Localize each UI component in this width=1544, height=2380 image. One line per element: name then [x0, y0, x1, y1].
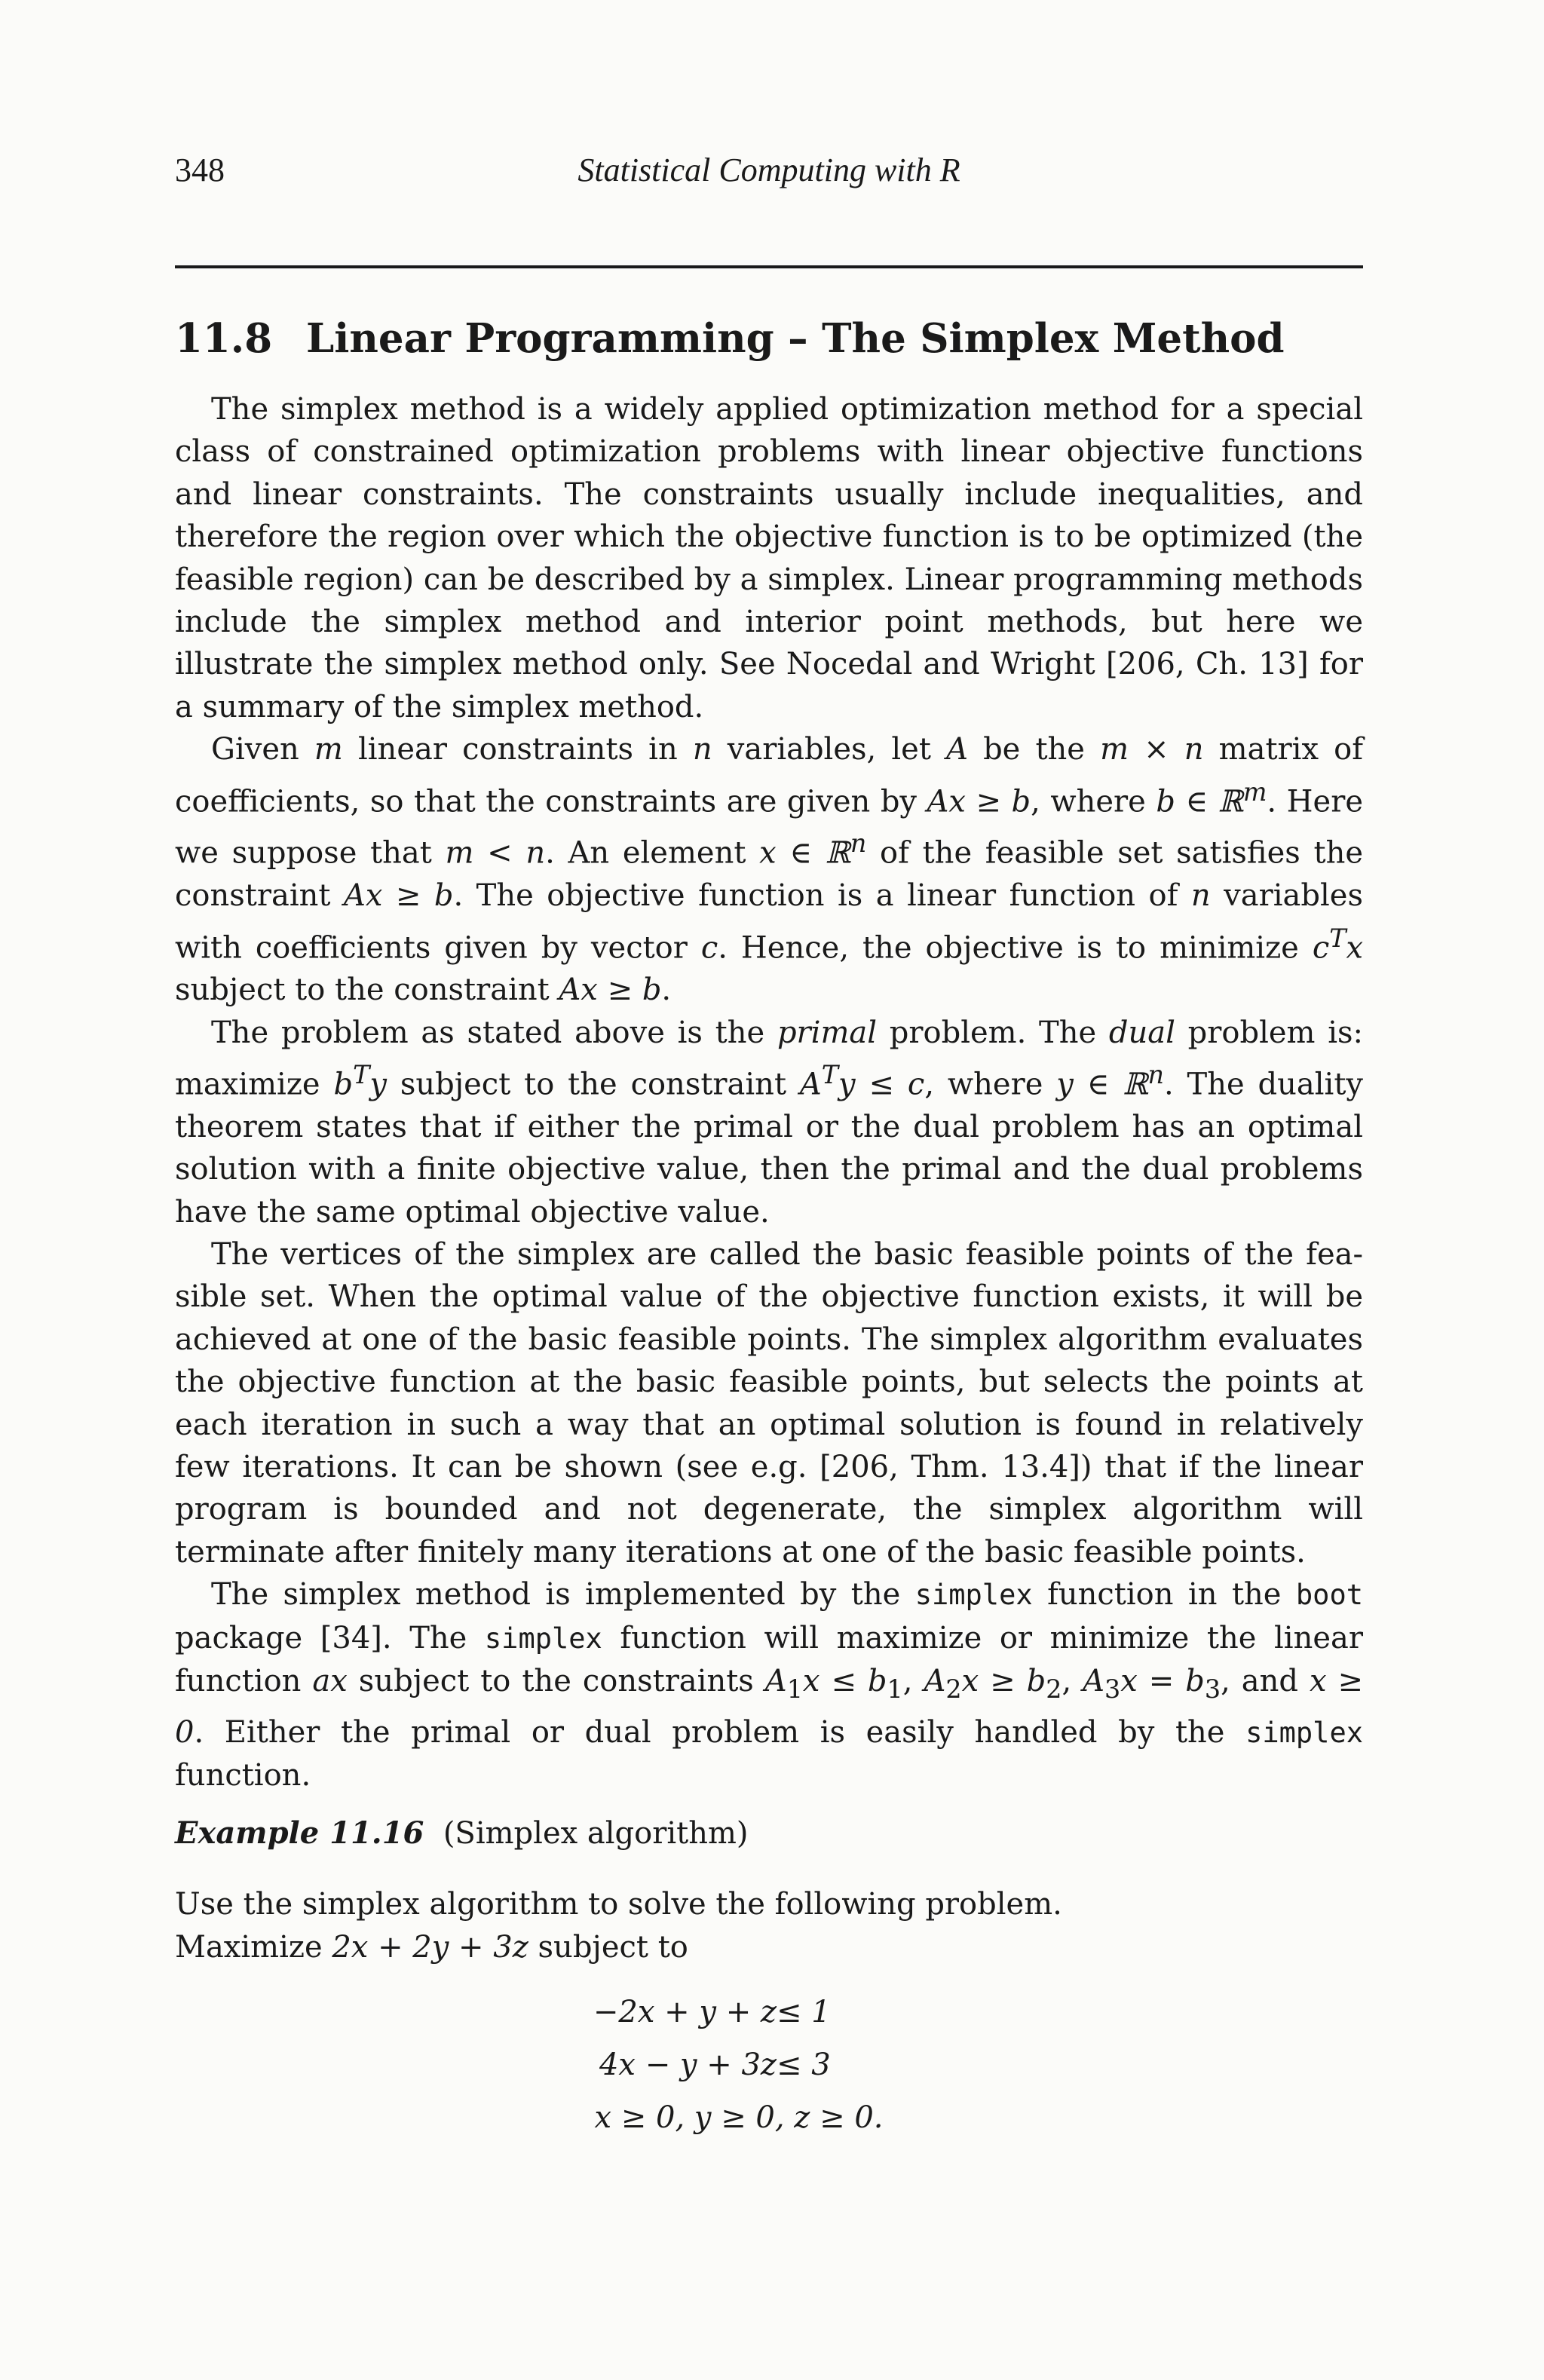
inline-math: A	[946, 732, 968, 767]
example-intro: Use the simplex algorithm to solve the following problem.	[175, 1887, 1062, 1922]
inline-math: y ≤ c	[838, 1067, 925, 1102]
inline-math: b ∈ ℝ	[1156, 783, 1243, 819]
inline-math: x = b	[1120, 1664, 1205, 1699]
text-run: .	[661, 973, 672, 1008]
constraint-row	[452, 2038, 1131, 2091]
objective-prefix: Maximize	[175, 1929, 332, 1965]
inline-math: x ≥ 0	[175, 1664, 1364, 1750]
text-run: . Either the primal or dual problem is easily handled by the	[194, 1714, 1246, 1750]
text-run: The simplex method is implemented by the	[211, 1577, 915, 1613]
emphasis: dual	[1108, 1015, 1175, 1050]
inline-math: A	[764, 1664, 787, 1699]
math-superscript: T	[1329, 923, 1346, 953]
running-head	[175, 151, 1363, 196]
math-subscript: 1	[887, 1674, 903, 1705]
constraint-rhs: ≤ 1	[777, 1995, 831, 2029]
text-run: linear constraints in	[342, 732, 693, 767]
math-subscript: 3	[1204, 1674, 1221, 1705]
inline-math: A	[799, 1067, 822, 1102]
body-paragraph	[175, 1573, 1363, 1796]
inline-math: x ≤ b	[802, 1664, 887, 1699]
code-identifier: simplex	[484, 1622, 602, 1655]
nonnegativity-row	[452, 2091, 1131, 2144]
inline-math: m < n	[445, 835, 546, 871]
text-run: ,	[1062, 1664, 1083, 1699]
constraint-lhs: −2x + y + z	[593, 1995, 777, 2029]
inline-math: A	[924, 1664, 946, 1699]
inline-math: m × n	[1100, 732, 1204, 767]
page-number: 348	[175, 152, 225, 188]
math-superscript: T	[353, 1060, 370, 1090]
text-run: subject to the constraints	[347, 1664, 765, 1699]
text-run: , where	[1031, 783, 1156, 819]
emphasis: primal	[777, 1015, 878, 1050]
code-identifier: boot	[1295, 1579, 1363, 1612]
inline-math: Ax ≥ b	[343, 878, 454, 914]
text-run: The vertices of the simplex are called the basic feasible points of the feasible set. When the optimal value of the objective function exists, it will be achieved at one of the basic feasible points. The simplex algorithm evaluates the objective function at the basic feasible points, but selects the points at each iteration in such a way that an optimal solution is found in relatively few iterations. It can be shown (see e.g. [206, Thm. 13.4]) that if the linear program is bounded and not degenerate, the simplex algorithm will terminate after finitely many iterations at one of the basic feasible points.	[175, 1237, 1363, 1570]
math-superscript: n	[1147, 1060, 1164, 1090]
math-subscript: 2	[945, 1674, 962, 1705]
example-label: Example 11.16	[175, 1815, 424, 1851]
text-run: , where	[924, 1067, 1057, 1102]
text-run: , and	[1221, 1664, 1310, 1699]
constraint-rhs: ≤ 3	[777, 2048, 831, 2082]
text-run: . The objective function is a linear function of	[453, 878, 1191, 914]
code-identifier: simplex	[1245, 1716, 1363, 1749]
inline-math: y ∈ ℝ	[1056, 1067, 1148, 1102]
example-block	[175, 1812, 1363, 1968]
text-run: Given	[211, 732, 314, 767]
text-run: . An element	[545, 835, 760, 871]
objective-function: 2x + 2y + 3z	[332, 1929, 528, 1965]
inline-math: x ≥ b	[961, 1664, 1046, 1699]
inline-math: Ax ≥ b	[559, 973, 662, 1008]
text-run: subject to the constraint	[175, 973, 559, 1008]
inline-math: y	[369, 1067, 387, 1102]
inline-math: x ∈ ℝ	[759, 835, 850, 871]
body-text	[175, 388, 1363, 1796]
text-run: package [34]. The	[175, 1620, 485, 1656]
inline-math: Ax ≥ b	[927, 783, 1031, 819]
inline-math: n	[692, 732, 712, 767]
text-run: matrix of coefficients, so that the constraints are given by	[175, 732, 1364, 819]
math-superscript: T	[821, 1060, 839, 1090]
inline-math: m	[314, 732, 343, 767]
example-objective-line	[175, 1926, 1363, 1968]
constraint-row	[452, 1986, 1131, 2038]
objective-suffix: subject to	[528, 1929, 688, 1965]
text-run: be the	[967, 732, 1101, 767]
text-run: function will maximize or minimize the linear function	[175, 1620, 1363, 1699]
math-superscript: m	[1242, 776, 1267, 807]
text-run: The simplex method is a widely applied optimization method for a special class of constrained optimization problems with linear objective functions and linear constraints. The constraints usually include inequalities, and therefore the region over which the objective function is to be optimized (the feasible region) can be described by a simplex. Linear programming methods include the simplex method and interior point methods, but here we illustrate the simplex method only. See Nocedal and Wright [206, Ch. 13] for a summary of the simplex method.	[175, 392, 1363, 724]
text-run: . Here we suppose that	[175, 783, 1363, 871]
math-superscript: n	[850, 829, 867, 859]
running-title: Statistical Computing with R	[577, 152, 960, 188]
inline-math: ax	[312, 1664, 348, 1699]
text-run: of the feasible set satisfies the constraint	[175, 835, 1363, 914]
math-subscript: 1	[786, 1674, 803, 1705]
math-subscript: 3	[1104, 1674, 1121, 1705]
text-run: subject to the constraint	[386, 1067, 800, 1102]
header-rule	[175, 265, 1363, 268]
text-run: variables, let	[712, 732, 947, 767]
example-caption: (Simplex algorithm)	[443, 1816, 749, 1851]
text-run: function in the	[1032, 1577, 1296, 1613]
constraint-system	[452, 1986, 1131, 2144]
inline-math: b	[333, 1067, 354, 1102]
text-run: The problem as stated above is the	[211, 1015, 777, 1050]
body-paragraph	[175, 388, 1363, 728]
math-subscript: 2	[1046, 1674, 1062, 1705]
text-run: problem is: maximize	[175, 1015, 1364, 1102]
section-title: Linear Programming – The Simplex Method	[306, 315, 1285, 362]
body-paragraph	[175, 1233, 1363, 1573]
text-run: . The duality theorem states that if either the primal or the dual problem has an optimal solution with a finite objective value, then the primal and the dual problems have the same optimal objective value.	[175, 1067, 1364, 1230]
body-paragraph	[175, 728, 1363, 1011]
inline-math: c	[1312, 930, 1330, 965]
section-number: 11.8	[175, 315, 273, 362]
nonnegativity-constraint: x ≥ 0, y ≥ 0, z ≥ 0.	[594, 2100, 884, 2135]
inline-math: c	[700, 930, 718, 965]
example-heading	[175, 1812, 1363, 1855]
text-run: problem. The	[877, 1015, 1109, 1050]
inline-math: A	[1083, 1664, 1105, 1699]
section-heading	[175, 315, 1363, 362]
text-run: variables with coefficients given by vector	[175, 878, 1363, 965]
text-run: . Hence, the objective is to minimize	[718, 930, 1313, 965]
constraint-lhs: 4x − y + 3z	[599, 2048, 777, 2082]
text-run: ,	[902, 1664, 924, 1699]
inline-math: x	[1346, 930, 1364, 965]
inline-math: n	[1190, 878, 1211, 914]
text-run: function.	[175, 1757, 311, 1793]
code-identifier: simplex	[914, 1579, 1033, 1612]
body-paragraph	[175, 1012, 1363, 1233]
